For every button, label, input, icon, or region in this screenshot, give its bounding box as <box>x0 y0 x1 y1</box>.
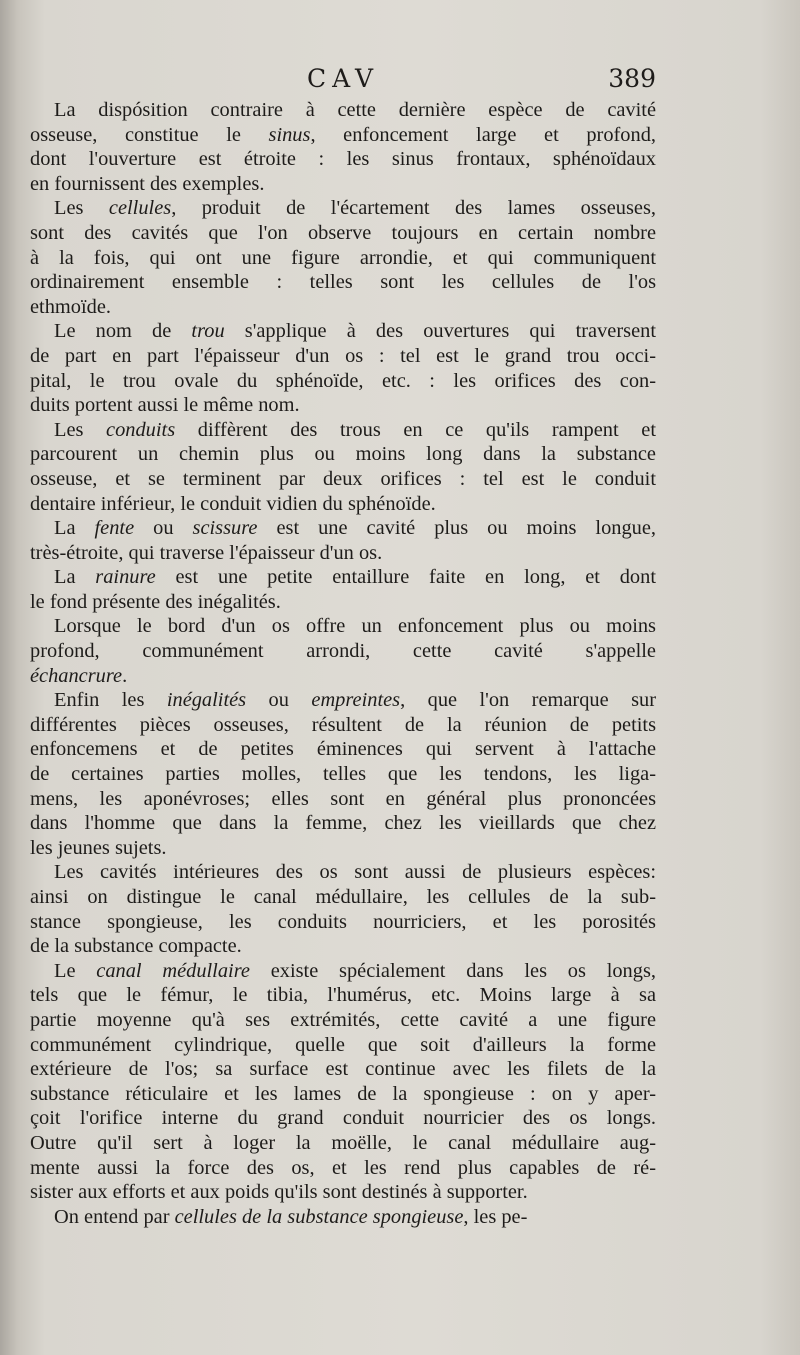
italic-term: inégalités <box>166 689 247 712</box>
text-line <box>30 1033 656 1058</box>
text-run: différentes pièces osseuses, résultent de la réunion de petits <box>30 713 656 736</box>
text-line <box>30 369 656 394</box>
text-run: La dispósition contraire à cette dernière espèce de cavité <box>54 99 656 121</box>
text-line <box>30 246 656 271</box>
text-run: , les pe- <box>463 1205 528 1228</box>
text-line <box>30 885 656 910</box>
text-run: . <box>122 664 128 687</box>
text-run: substance réticulaire et les lames de la spongieuse : on y aper- <box>30 1082 656 1105</box>
text-run: extérieure de l'os; sa surface est continue avec les filets de la <box>30 1058 656 1081</box>
text-run: mens, les aponévroses; elles sont en général plus prononcées <box>30 787 656 810</box>
text-line <box>30 147 656 172</box>
text-run: existe spécialement dans les os longs, <box>249 959 656 982</box>
text-run: est une petite entaillure faite en long, et dont <box>155 566 656 589</box>
text-run: , produit de l'écartement des lames osseuses, <box>171 197 657 220</box>
body-text <box>30 98 656 1229</box>
text-line <box>30 442 656 467</box>
italic-term: trou <box>191 320 225 343</box>
paragraph <box>30 196 656 319</box>
page-number: 389 <box>608 64 656 93</box>
text-run: ou <box>134 517 193 540</box>
text-run: duits portent aussi le même nom. <box>30 394 300 417</box>
text-line <box>30 910 656 935</box>
text-run: sont des cavités que l'on observe toujours en certain nombre <box>30 221 656 244</box>
text-line <box>30 664 656 689</box>
text-line <box>30 492 656 517</box>
text-line <box>30 1106 656 1131</box>
text-line <box>30 1180 656 1205</box>
text-run: çoit l'orifice interne du grand conduit nourricier des os longs. <box>30 1107 656 1130</box>
page-header <box>30 64 656 100</box>
italic-term: conduits <box>106 418 176 441</box>
italic-term: canal médullaire <box>96 959 250 982</box>
paragraph <box>30 98 656 196</box>
text-line <box>30 516 656 541</box>
paragraph <box>30 860 656 958</box>
text-run: , que l'on remarque sur <box>400 689 657 712</box>
text-line <box>30 860 656 885</box>
text-run: On entend par <box>54 1205 175 1228</box>
text-run: ou <box>246 689 312 712</box>
paragraph <box>30 418 656 516</box>
text-run: , enfoncement large et profond, <box>310 123 656 146</box>
text-run: mente aussi la force des os, et les rend plus capables de ré- <box>30 1156 656 1179</box>
text-run: ethmoïde. <box>30 295 111 318</box>
text-line <box>30 270 656 295</box>
text-run: s'applique à des ouvertures qui traversent <box>224 320 656 343</box>
text-line <box>30 541 656 566</box>
text-line <box>30 737 656 762</box>
text-run: Les <box>54 197 109 220</box>
text-line <box>30 295 656 320</box>
paragraph <box>30 516 656 565</box>
text-run: diffèrent des trous en ce qu'ils rampent et <box>175 418 656 441</box>
text-run: de certaines parties molles, telles que les tendons, les liga- <box>30 763 656 786</box>
running-head: CAV <box>307 64 379 93</box>
text-line <box>30 393 656 418</box>
text-line <box>30 983 656 1008</box>
text-run: Outre qu'il sert à loger la moëlle, le canal médullaire aug- <box>30 1131 656 1154</box>
italic-term: cellules <box>108 197 172 220</box>
italic-term: scissure <box>192 517 258 540</box>
text-line <box>30 762 656 787</box>
text-run: à la fois, qui ont une figure arrondie, et qui communiquent <box>30 246 656 269</box>
text-line <box>30 1156 656 1181</box>
text-line <box>30 811 656 836</box>
paragraph <box>30 1205 656 1230</box>
text-line <box>30 565 656 590</box>
text-run: osseuse, constitue le <box>30 123 269 146</box>
text-line <box>30 467 656 492</box>
text-line <box>30 836 656 861</box>
text-line <box>30 1205 656 1230</box>
text-run: Le <box>54 959 97 982</box>
text-line <box>30 123 656 148</box>
text-line <box>30 98 656 123</box>
text-run: dont l'ouverture est étroite : les sinus frontaux, sphénoïdaux <box>30 148 656 171</box>
text-line <box>30 959 656 984</box>
text-run: le fond présente des inégalités. <box>30 590 281 613</box>
italic-term: sinus <box>268 123 311 146</box>
text-line <box>30 1008 656 1033</box>
text-line <box>30 934 656 959</box>
text-line <box>30 196 656 221</box>
text-line <box>30 590 656 615</box>
paragraph <box>30 688 656 860</box>
text-run: profond, communément arrondi, cette cavité s'appelle <box>30 640 656 663</box>
text-line <box>30 688 656 713</box>
text-line <box>30 344 656 369</box>
text-run: de la substance compacte. <box>30 935 242 958</box>
paragraph <box>30 959 656 1205</box>
text-run: en fournissent des exemples. <box>30 172 265 195</box>
text-run: partie moyenne qu'à ses extrémités, cette cavité a une figure <box>30 1008 656 1031</box>
text-line <box>30 787 656 812</box>
text-line <box>30 713 656 738</box>
italic-term: cellules de la substance spongieuse <box>174 1205 464 1228</box>
text-run: La <box>54 566 96 589</box>
italic-term: rainure <box>95 566 156 589</box>
text-run: tels que le fémur, le tibia, l'humérus, etc. Moins large à sa <box>30 984 656 1007</box>
text-line <box>30 639 656 664</box>
text-line <box>30 1131 656 1156</box>
italic-term: fente <box>94 517 135 540</box>
text-run: Les <box>54 418 107 441</box>
text-run: Lorsque le bord d'un os offre un enfoncement plus ou moins <box>54 615 656 638</box>
text-run: pital, le trou ovale du sphénoïde, etc. : les orifices des con- <box>30 369 656 392</box>
text-run: parcourent un chemin plus ou moins long dans la substance <box>30 443 656 466</box>
text-line <box>30 319 656 344</box>
text-run: La <box>54 517 95 540</box>
paragraph <box>30 565 656 614</box>
paragraph <box>30 319 656 417</box>
text-run: de part en part l'épaisseur d'un os : tel est le grand trou occi- <box>30 344 656 367</box>
text-run: dans l'homme que dans la femme, chez les vieillards que chez <box>30 812 656 835</box>
text-line <box>30 614 656 639</box>
text-run: les jeunes sujets. <box>30 836 167 859</box>
text-run: osseuse, et se terminent par deux orifices : tel est le conduit <box>30 467 656 490</box>
italic-term: échancrure <box>30 664 123 687</box>
text-run: très-étroite, qui traverse l'épaisseur d'un os. <box>30 541 383 564</box>
text-run: ordinairement ensemble : telles sont les cellules de l'os <box>30 271 656 294</box>
text-run: Les cavités intérieures des os sont aussi de plusieurs espèces: <box>54 861 656 884</box>
text-run: enfoncemens et de petites éminences qui servent à l'attache <box>30 738 656 761</box>
text-run: communément cylindrique, quelle que soit d'ailleurs la forme <box>30 1033 656 1056</box>
text-line <box>30 172 656 197</box>
text-line <box>30 418 656 443</box>
italic-term: empreintes <box>311 689 401 712</box>
text-run: sister aux efforts et aux poids qu'ils sont destinés à supporter. <box>30 1181 528 1204</box>
text-run: Le nom de <box>54 320 192 343</box>
text-run: est une cavité plus ou moins longue, <box>257 517 656 540</box>
text-run: Enfin les <box>54 689 167 712</box>
text-run: dentaire inférieur, le conduit vidien du sphénoïde. <box>30 492 436 515</box>
text-line <box>30 1082 656 1107</box>
text-line <box>30 1057 656 1082</box>
text-run: stance spongieuse, les conduits nourriciers, et les porosités <box>30 910 656 933</box>
text-run: ainsi on distingue le canal médullaire, les cellules de la sub- <box>30 886 656 908</box>
text-line <box>30 221 656 246</box>
paragraph <box>30 614 656 688</box>
